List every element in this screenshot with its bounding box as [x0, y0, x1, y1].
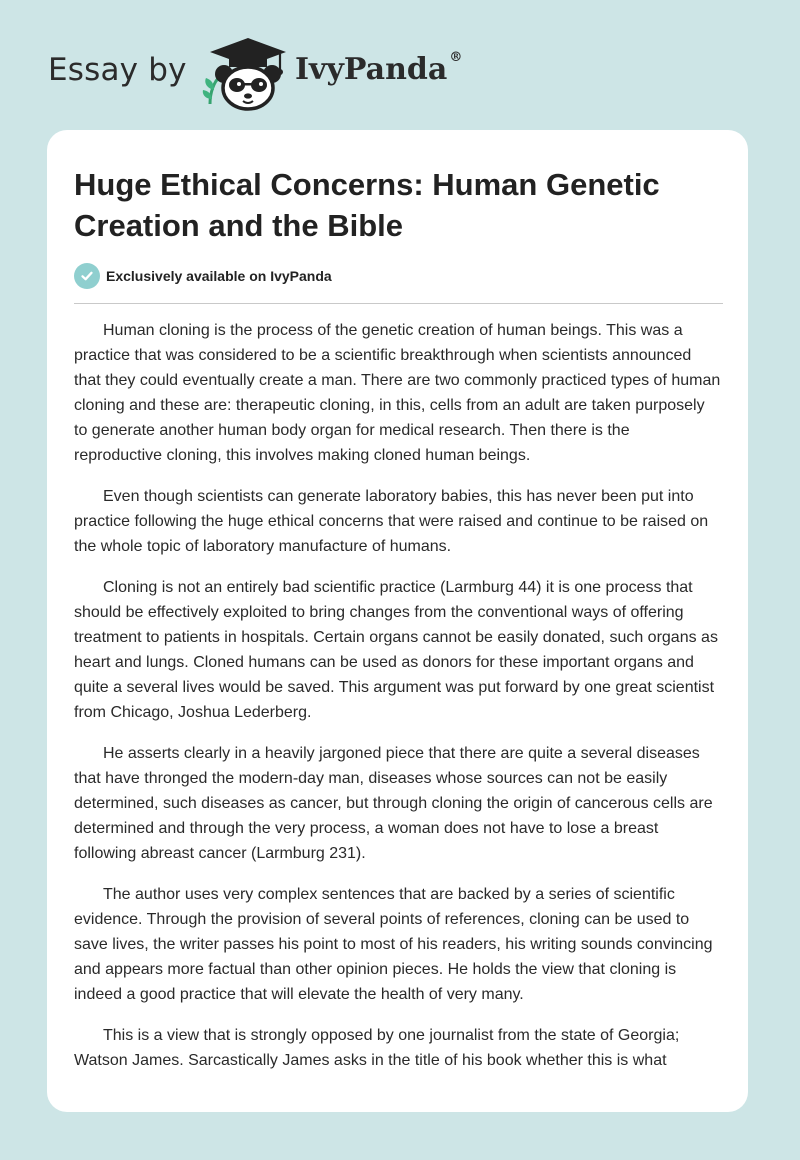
registered-mark: ®	[449, 50, 463, 65]
paragraph: He asserts clearly in a heavily jargoned piece that there are quite a several diseases that have thronged the modern-day man, diseases whose sources can not be easily determined, such diseases as cancer, but through cloning the origin of cancerous cells are determined and through the very process, a woman does not have to lose a breast following abreast cancer (Larmburg 231).	[74, 745, 713, 862]
paragraph: The author uses very complex sentences that are backed by a series of scientific evidence. Through the provision of several points of references, cloning can be used to save lives, the writer passes his point to most of his readers, his writing sounds convincing and appears more factual than other opinion pieces. He holds the view that cloning is indeed a good practice that will elevate the health of very many.	[74, 886, 713, 1003]
site-brand	[48, 32, 508, 112]
badge-text: Exclusively available on IvyPanda	[106, 268, 332, 284]
brand-prefix: Essay by	[48, 52, 187, 88]
essay-title: Huge Ethical Concerns: Human Genetic Creation and the Bible	[74, 167, 660, 243]
brand-name	[295, 52, 462, 87]
paragraph: Human cloning is the process of the genetic creation of human beings. This was a practice that was considered to be a scientific breakthrough when scientists announced that they could eventually create a man. There are two commonly practiced types of human cloning and these are: therapeutic cloning, in this, cells from an adult are taken purposely to generate another human body organ for medical research. Then there is the reproductive cloning, this involves making cloned human beings.	[74, 322, 721, 464]
paragraph: Even though scientists can generate laboratory babies, this has never been put into practice following the huge ethical concerns that were raised and continue to be raised on the whole topic of laboratory manufacture of humans.	[74, 488, 709, 555]
panda-logo-icon	[202, 36, 294, 112]
paragraph: This is a view that is strongly opposed by one journalist from the state of Georgia; Watson James. Sarcastically James asks in the title of his book whether this is what	[74, 1027, 680, 1069]
check-icon	[74, 263, 100, 289]
exclusive-badge	[74, 263, 332, 289]
divider	[74, 303, 723, 304]
essay-body	[74, 318, 721, 1089]
brand-name-text: IvyPanda	[295, 52, 448, 87]
essay-card	[47, 130, 748, 1112]
paragraph: Cloning is not an entirely bad scientific practice (Larmburg 44) it is one process that should be effectively exploited to bring changes from the conventional ways of offering treatment to patients in hospitals. Certain organs cannot be easily donated, such organs as heart and lungs. Cloned humans can be used as donors for these important organs and quite a several lives would be saved. This argument was put forward by one great scientist from Chicago, Joshua Lederberg.	[74, 579, 718, 721]
